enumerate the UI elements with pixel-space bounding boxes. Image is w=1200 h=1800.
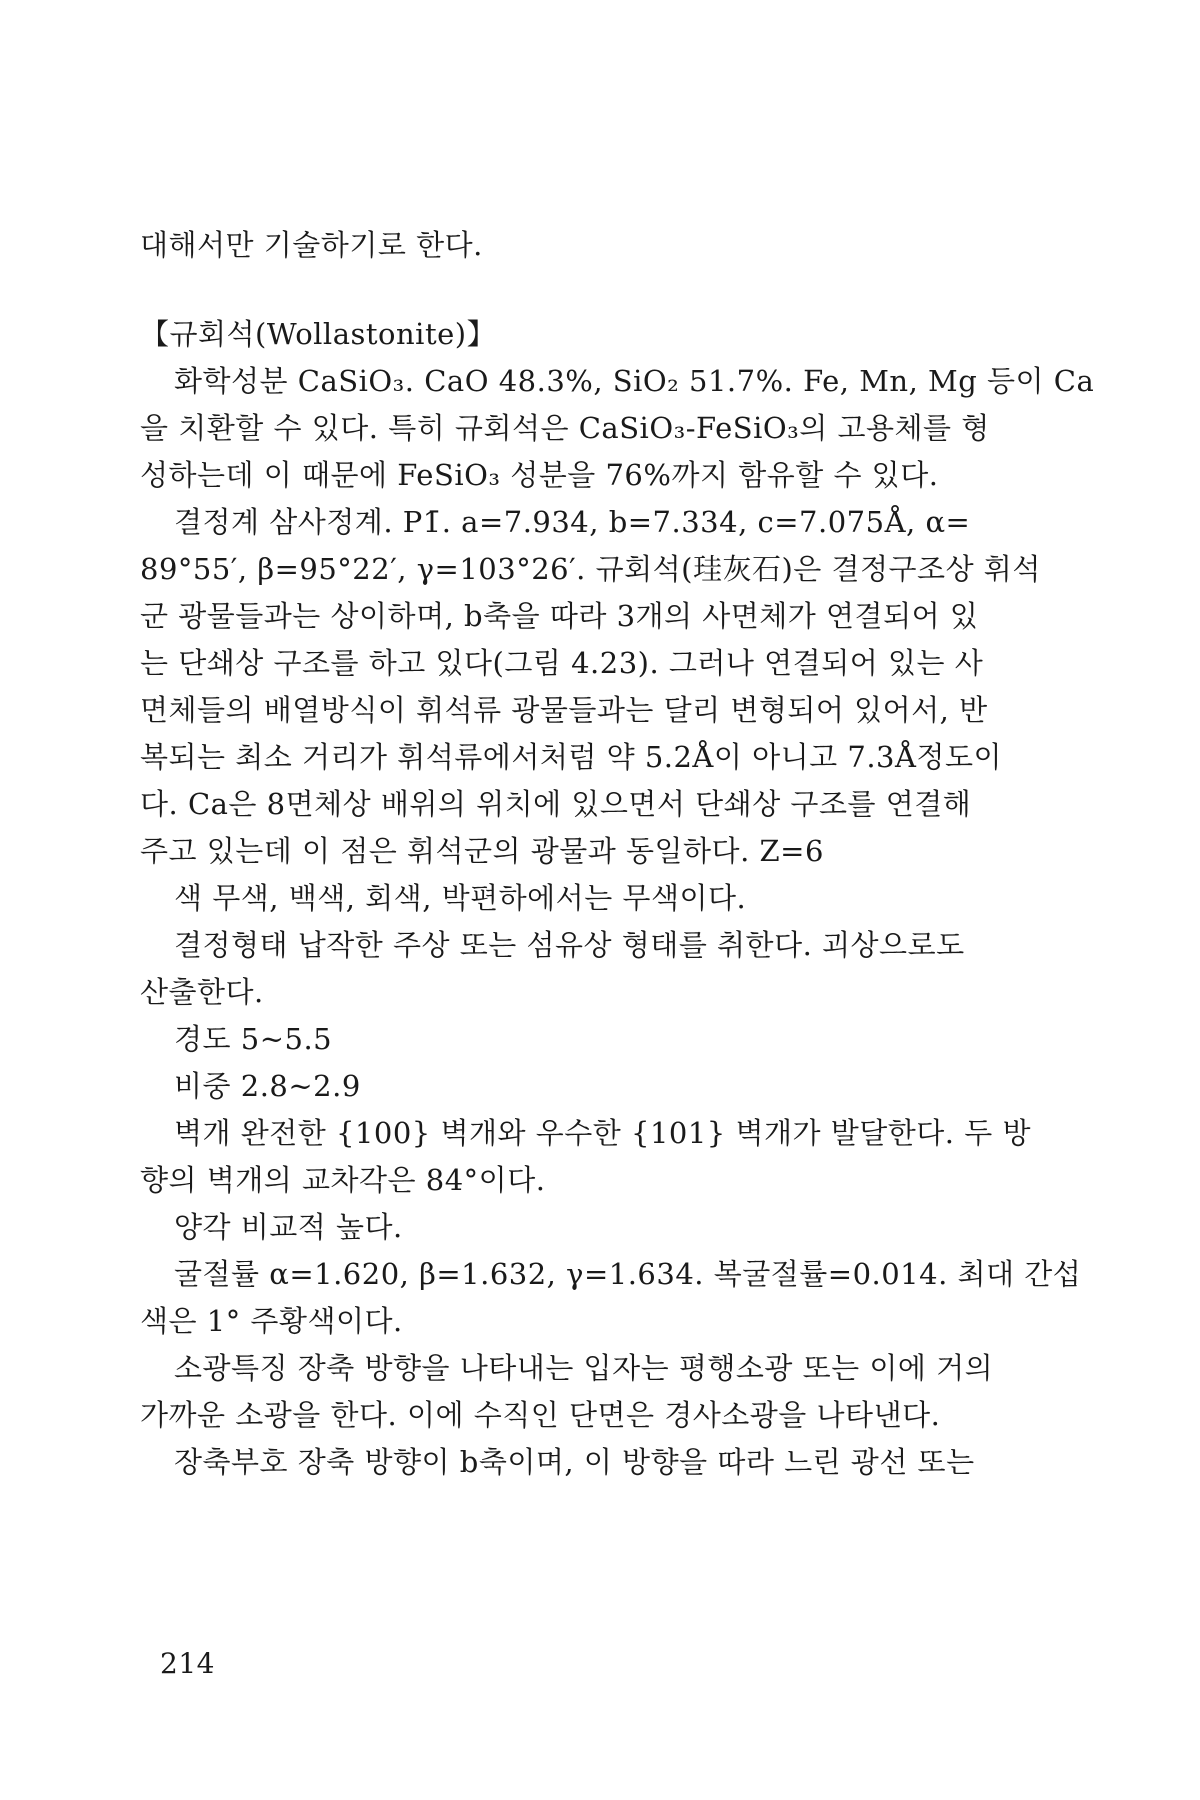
text-line: 주고 있는데 이 점은 휘석군의 광물과 동일하다. Z=6 [140, 834, 824, 868]
text-line: 장축부호 장축 방향이 b축이며, 이 방향을 따라 느린 광선 또는 [174, 1445, 975, 1479]
text-line: 면체들의 배열방식이 휘석류 광물들과는 달리 변형되어 있어서, 반 [140, 693, 988, 727]
text-line: 89°55′, β=95°22′, γ=103°26′. 규회석(珪灰石)은 결정구조상 휘석 [140, 552, 1041, 586]
section-heading: 【규회석(Wollastonite)】 [140, 317, 497, 351]
text-line: 소광특징 장축 방향을 나타내는 입자는 평행소광 또는 이에 거의 [174, 1351, 994, 1385]
text-line: 결정계 삼사정계. P1̄. a=7.934, b=7.334, c=7.075Å, α= [174, 505, 971, 539]
text-line: 향의 벽개의 교차각은 84°이다. [140, 1163, 546, 1197]
paragraph-cleavage [140, 1110, 1031, 1204]
paragraph-elongation [140, 1439, 1020, 1486]
text-line: 경도 5~5.5 [174, 1022, 333, 1056]
text-line: 는 단쇄상 구조를 하고 있다(그림 4.23). 그러나 연결되어 있는 사 [140, 646, 984, 680]
paragraph-habit [140, 922, 1020, 1016]
paragraph-crystal-system [140, 499, 1041, 875]
text-line: 성하는데 이 때문에 FeSiO₃ 성분을 76%까지 함유할 수 있다. [140, 458, 939, 492]
intro-line: 대해서만 기술하기로 한다. [140, 228, 483, 262]
text-line: 화학성분 CaSiO₃. CaO 48.3%, SiO₂ 51.7%. Fe, Mn, Mg 등이 Ca [174, 364, 1095, 398]
text-line: 벽개 완전한 {100} 벽개와 우수한 {101} 벽개가 발달한다. 두 방 [174, 1116, 1031, 1150]
text-line: 가까운 소광을 한다. 이에 수직인 단면은 경사소광을 나타낸다. [140, 1398, 941, 1432]
text-line: 양각 비교적 높다. [174, 1210, 403, 1244]
paragraph-relief [140, 1204, 1020, 1251]
paragraph-chemistry [140, 358, 1095, 499]
text-line: 복되는 최소 거리가 휘석류에서처럼 약 5.2Å이 아니고 7.3Å정도이 [140, 740, 1002, 774]
text-line: 굴절률 α=1.620, β=1.632, γ=1.634. 복굴절률=0.014. 최대 간섭 [174, 1257, 1082, 1291]
text-line: 을 치환할 수 있다. 특히 규회석은 CaSiO₃-FeSiO₃의 고용체를 형 [140, 411, 990, 445]
paragraph-specific-gravity [140, 1063, 1020, 1110]
paragraph-refractive-index [140, 1251, 1082, 1345]
text-line: 색 무색, 백색, 회색, 박편하에서는 무색이다. [174, 881, 747, 915]
text-line: 결정형태 납작한 주상 또는 섬유상 형태를 취한다. 괴상으로도 [174, 928, 965, 962]
page-number: 214 [160, 1647, 215, 1680]
text-line: 군 광물들과는 상이하며, b축을 따라 3개의 사면체가 연결되어 있 [140, 599, 979, 633]
paragraph-hardness [140, 1016, 1020, 1063]
paragraph-extinction [140, 1345, 1020, 1439]
section-gap [140, 269, 1020, 311]
text-line: 산출한다. [140, 975, 264, 1009]
text-line: 다. Ca은 8면체상 배위의 위치에 있으면서 단쇄상 구조를 연결해 [140, 787, 972, 821]
text-line: 비중 2.8~2.9 [174, 1069, 361, 1103]
body-text [140, 222, 1095, 1486]
text-line: 색은 1° 주황색이다. [140, 1304, 403, 1338]
paragraph-color [140, 875, 1020, 922]
